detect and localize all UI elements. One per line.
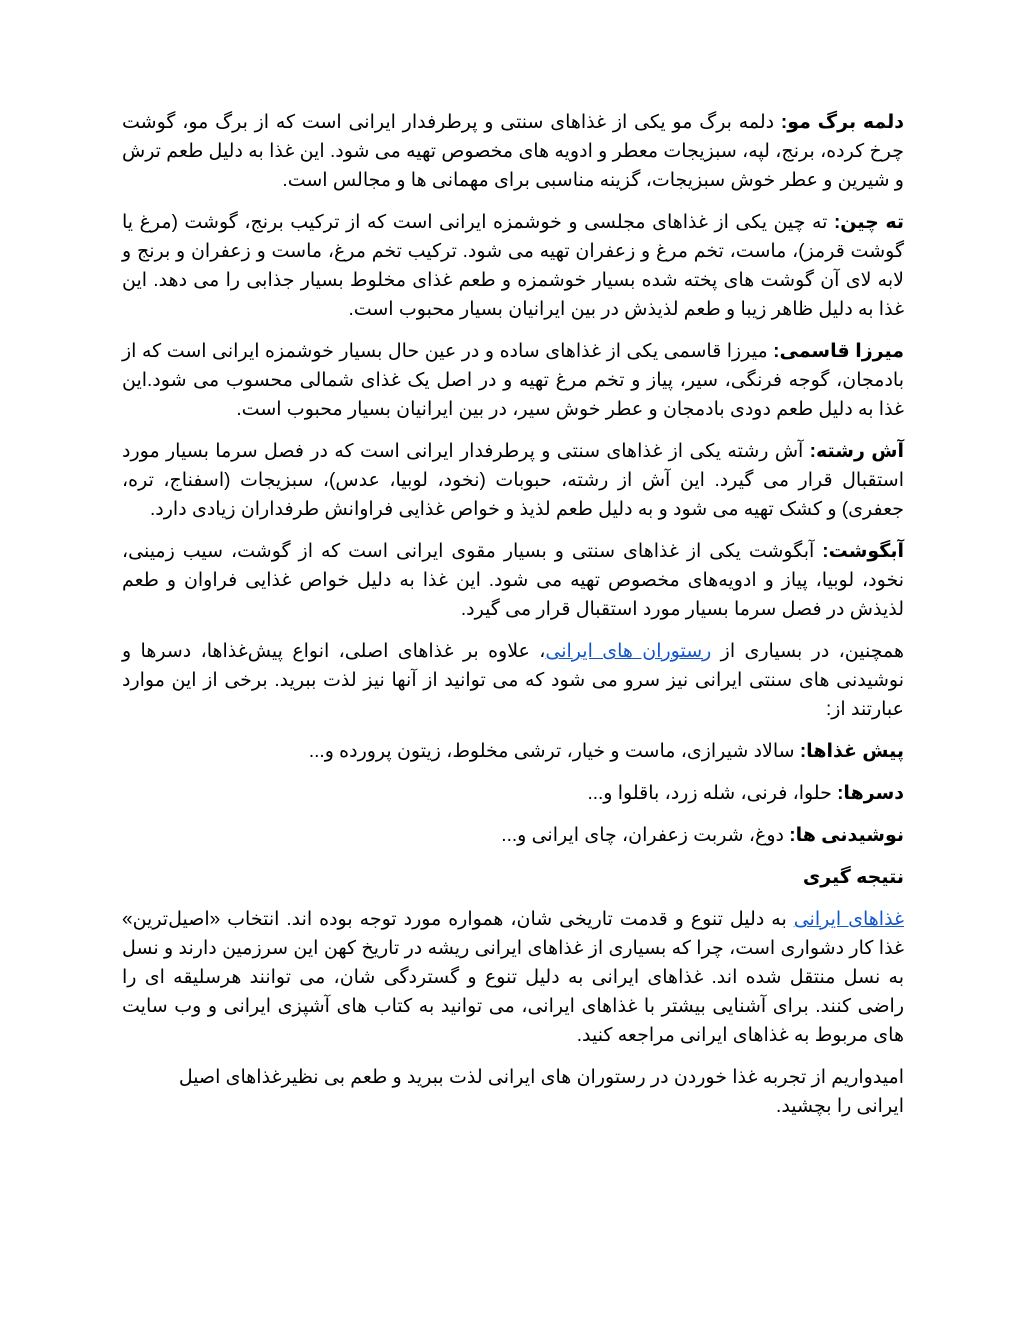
item-dolmeh xyxy=(122,108,904,195)
item-mirza-ghasemi xyxy=(122,337,904,424)
list-desserts xyxy=(122,779,904,808)
list-label: نوشیدنی ها: xyxy=(789,825,904,846)
item-text: دلمه برگ مو یکی از غذاهای سنتی و پرطرفدار ایرانی است که از برگ مو، گوشت چرخ کرده، برنج، لپه، سبزیجات معطر و ادویه های مخصوص تهیه می شود. این غذا به دلیل طعم ترش و شیرین و عطر خوش سبزیجات، گزینه مناسبی برای مهمانی ها و مجالس است. xyxy=(122,112,904,191)
item-label: دلمه برگ مو: xyxy=(780,112,904,133)
item-tahchin xyxy=(122,208,904,324)
item-label: ته چین: xyxy=(833,212,904,233)
conclusion-paragraph xyxy=(122,905,904,1050)
intro-after: ، علاوه بر غذاهای اصلی، انواع پیش‌غذاها، دسرها و نوشیدنی های سنتی ایرانی نیز سرو می شود که می توانید از آنها نیز لذت ببرید. برخی از این موارد عبارتند از: xyxy=(122,641,904,720)
item-label: آش رشته: xyxy=(809,441,904,462)
list-label: دسرها: xyxy=(837,783,904,804)
list-text: سالاد شیرازی، ماست و خیار، ترشی مخلوط، زیتون پرورده و... xyxy=(308,741,800,762)
closing-paragraph: امیدواریم از تجربه غذا خوردن در رستوران های ایرانی لذت ببرید و طعم بی نظیرغذاهای اصیل ایرانی را بچشید. xyxy=(178,1067,904,1117)
item-text: ته چین یکی از غذاهای مجلسی و خوشمزه ایرانی است که از ترکیب برنج، گوشت (مرغ یا گوشت قرمز)، ماست، تخم مرغ و زعفران تهیه می شود. ترکیب تخم مرغ، ماست و زعفران و برنج و لابه لای آن گوشت های پخته شده بسیار خوشمزه و طعم غذای مخلوط بسیار جذابی را می دهد. این غذا به دلیل ظاهر زیبا و طعم لذیذش در بین ایرانیان بسیار محبوب است. xyxy=(122,212,904,320)
document-page xyxy=(122,108,904,1134)
item-label: میرزا قاسمی: xyxy=(773,341,904,362)
item-abgoosht xyxy=(122,537,904,624)
restaurants-link[interactable]: رستوران های ایرانی xyxy=(545,641,712,662)
item-text: آش رشته یکی از غذاهای سنتی و پرطرفدار ایرانی است که در فصل سرما بسیار مورد استقبال قرار می گیرد. این آش از رشته، حبوبات (نخود، لوبیا، عدس)، سبزیجات (اسفناج، تره، جعفری) و کشک تهیه می شود و به دلیل طعم لذیذ و خواص غذایی فراوانش طرفداران زیادی دارد. xyxy=(122,441,904,520)
list-text: دوغ، شربت زعفران، چای ایرانی و... xyxy=(501,825,790,846)
item-ash-reshteh xyxy=(122,437,904,524)
item-label: آبگوشت: xyxy=(822,541,904,562)
conclusion-heading: نتیجه گیری xyxy=(802,867,904,888)
list-drinks xyxy=(122,821,904,850)
list-label: پیش غذاها: xyxy=(799,741,904,762)
iranian-food-link[interactable]: غذاهای ایرانی xyxy=(793,909,904,930)
intro-before: همچنین، در بسیاری از xyxy=(711,641,904,662)
item-text: میرزا قاسمی یکی از غذاهای ساده و در عین حال بسیار خوشمزه ایرانی است که از بادمجان، گوجه فرنگی، سیر، پیاز و تخم مرغ تهیه و در اصل یک غذای شمالی محسوب می شود.این غذا به دلیل طعم دودی بادمجان و عطر خوش سیر، در بین ایرانیان بسیار محبوب است. xyxy=(122,341,904,420)
list-appetizers xyxy=(122,737,904,766)
list-text: حلوا، فرنی، شله زرد، باقلوا و... xyxy=(587,783,838,804)
item-text: آبگوشت یکی از غذاهای سنتی و بسیار مقوی ایرانی است که از گوشت، سیب زمینی، نخود، لوبیا، پیاز و ادویه‌های مخصوص تهیه می شود. این غذا به دلیل خواص غذایی فراوان و طعم لذیذش در فصل سرما بسیار مورد استقبال قرار می گیرد. xyxy=(122,541,904,620)
intro-paragraph xyxy=(122,637,904,724)
conclusion-text: به دلیل تنوع و قدمت تاریخی شان، همواره مورد توجه بوده اند. انتخاب «اصیل‌ترین» غذا کار دشواری است، چرا که بسیاری از غذاهای ایرانی ریشه در تاریخ کهن این سرزمین دارند و نسل به نسل منتقل شده اند. غذاهای ایرانی به دلیل تنوع و گستردگی شان، می توانند هرسلیقه ای را راضی کنند. برای آشنایی بیشتر با غذاهای ایرانی، می توانید به کتاب های آشپزی ایرانی و وب سایت های مربوط به غذاهای ایرانی مراجعه کنید. xyxy=(122,909,904,1046)
